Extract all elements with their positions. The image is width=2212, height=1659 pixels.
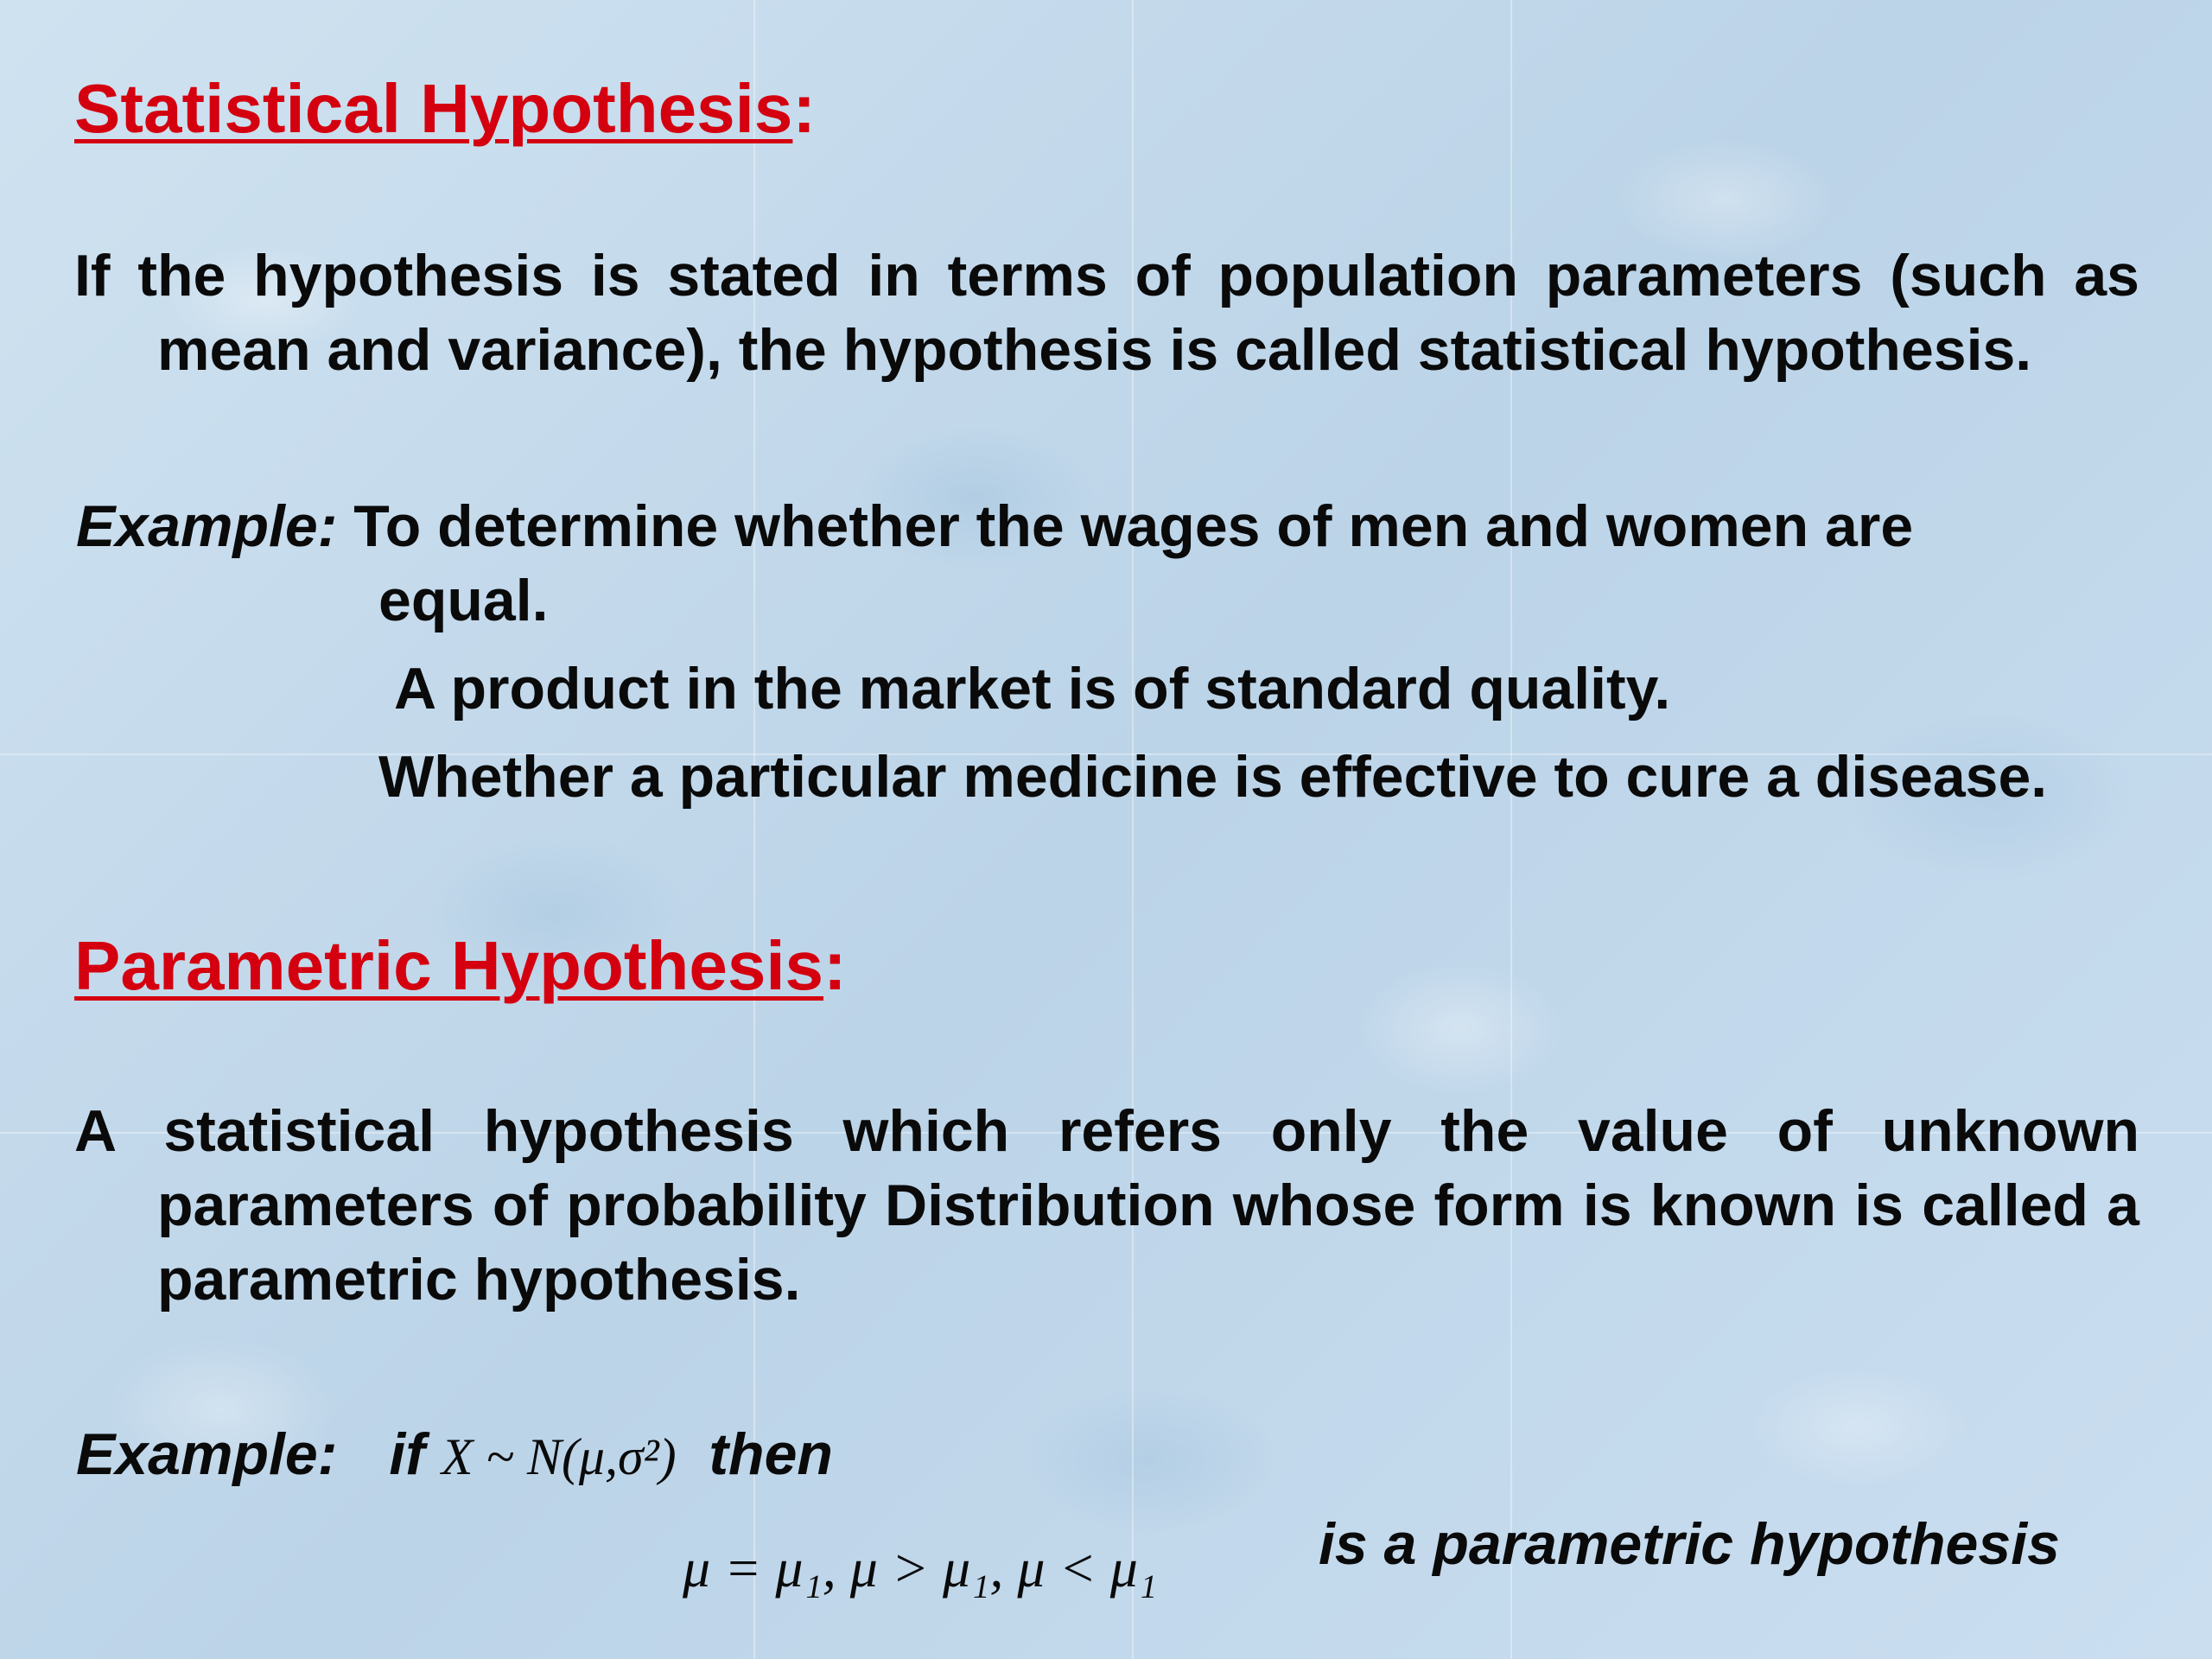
statistical-example-line-1 (76, 489, 1913, 563)
distribution-formula: X ~ N(μ,σ²) (441, 1428, 677, 1485)
statistical-example-1-continuation: equal. (378, 568, 549, 633)
parametric-example-label: Example: (76, 1421, 338, 1487)
heading-colon: : (823, 927, 847, 1004)
parametric-hypothesis-definition: A statistical hypothesis which refers only the value of unknown parameters of probability Distribution whose form is known is called a parametric hypothesis. (74, 1098, 2139, 1313)
statistical-example-label: Example: (76, 493, 338, 559)
statistical-hypothesis-definition: If the hypothesis is stated in terms of population parameters (such as mean and variance), the hypothesis is called statistical hypothesis. (74, 243, 2139, 383)
statistical-example-2: A product in the market is of standard quality. (394, 656, 1671, 721)
statistical-hypothesis-heading (74, 70, 817, 147)
hypotheses-formula: μ = μ₁, μ > μ₁, μ < μ₁ (683, 1537, 1158, 1599)
then-word: then (709, 1421, 833, 1487)
parametric-hypothesis-heading (74, 927, 847, 1004)
heading-colon: : (792, 70, 817, 147)
if-word: if (389, 1421, 425, 1487)
statistical-example-1-text: To determine whether the wages of men and women are (353, 493, 1914, 559)
parametric-conclusion: is a parametric hypothesis (1319, 1511, 2060, 1577)
statistical-hypothesis-heading-text: Statistical Hypothesis (74, 70, 793, 147)
parametric-hypothesis-heading-text: Parametric Hypothesis (74, 927, 824, 1004)
parametric-example-line (76, 1417, 833, 1494)
statistical-example-3: Whether a particular medicine is effective to cure a disease. (378, 744, 2048, 810)
